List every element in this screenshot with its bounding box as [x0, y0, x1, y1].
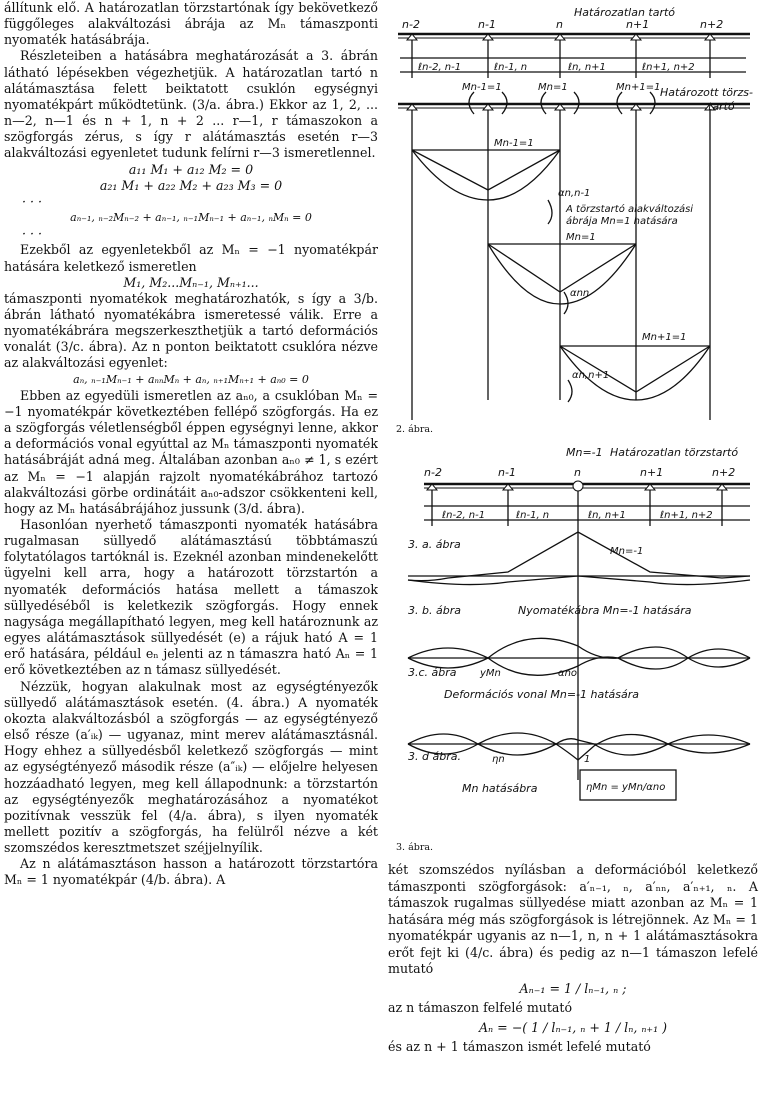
fig2-support-n+2: n+2 — [700, 18, 724, 31]
figure-2-caption: 2. ábra. — [396, 424, 434, 435]
paragraph-5: Ebben az egyedüli ismeretlen az aₙ₀, a csuklóban Mₙ = −1 nyomatékpár következtében fellépő szögforgás. Ha ez a szögforgás véletlenségből éppen egységnyi lenne, akkor a deformációs vonal egyúttal az Mₙ támaszponti nyomaték hatásábráját adná meg. Általában azonban aₙ₀ ≠ 1, s ezért az Mₙ = −1 alapján rajzolt nyomatékábrához tartozó alakváltozási görbe ordinátáit aₙ₀-adszor csökkenteni kell, hogy az Mₙ hatásábrájához jussunk (3/d. ábra). — [4, 387, 378, 516]
right-text — [388, 862, 758, 1056]
fig2-alpha-2: αnn — [570, 288, 590, 299]
right-equation-2: Aₙ = −( 1 / lₙ₋₁, ₙ + 1 / lₙ, ₙ₊₁ ) — [478, 1019, 668, 1035]
equation-4: M₁, M₂...Mₙ₋₁, Mₙ₊₁... — [123, 274, 259, 290]
paragraph-1: állítunk elő. A határozatlan törzstartónak így bekövetkező függőleges alakváltozási ábrája az Mₙ támaszponti nyomaték hatásábrája. — [4, 0, 378, 48]
equation-2: a₂₁ M₁ + a₂₂ M₂ + a₂₃ M₃ = 0 — [99, 177, 283, 193]
fig2-support-n+1: n+1 — [626, 18, 650, 31]
right-paragraph-3: és az n + 1 támaszon ismét lefelé mutató — [388, 1039, 651, 1054]
fig3-support-n-2: n-2 — [424, 466, 442, 479]
fig3-label-d: 3. d ábra. — [408, 750, 461, 763]
fig3-title-b: Nyomatékábra Mn=-1 hatására — [518, 604, 692, 617]
fig3-support-n: n — [574, 466, 581, 479]
fig2-title-top: Határozatlan tartó — [574, 6, 676, 19]
right-equation-1: Aₙ₋₁ = 1 / lₙ₋₁, ₙ ; — [519, 980, 627, 996]
right-paragraph-1: két szomszédos nyílásban a deformációból keletkező támaszponti szögforgások: a′ₙ₋₁, ₙ, a′ₙₙ, a′ₙ₊₁, ₙ. A támaszok rugalmas süllyedése miatt azonban az Mₙ = 1 hatására még más szögforgások is létrejönnek. Az Mₙ = 1 nyomatékpár ugyanis az n—1, n, n + 1 alátámasztásokra erőt fejt ki (4/c. ábra) és pedig az n—1 támaszon lefelé mutató — [388, 862, 758, 976]
fig2-span-1: ℓn-2, n-1 — [418, 62, 462, 73]
fig2-alpha-3: αn,n+1 — [572, 370, 610, 381]
fig3-support-n-1: n-1 — [498, 466, 516, 479]
fig2-note-2: ábrája Mn=1 hatására — [566, 216, 678, 227]
figure-3 — [388, 440, 758, 838]
fig3-support-n+1: n+1 — [640, 466, 664, 479]
paragraph-4: támaszponti nyomatékok meghatározhatók, s így a 3/b. ábrán látható nyomatékábra ismeretessé válik. Erre a nyomatékábrára megszerkeszthetjük a tartó deformációs vonalát (3/c. ábra). Az n ponton beiktatott csuklóra nézve az alakváltozási egyenlet: — [4, 290, 378, 371]
fig2-curve-1: Mn-1=1 — [494, 138, 534, 149]
fig3-title-c: Deformációs vonal Mn=-1 hatására — [444, 688, 640, 701]
fig2-support-n-1: n-1 — [478, 18, 496, 31]
fig2-support-n: n — [556, 18, 563, 31]
fig2-curve-3: Mn+1=1 — [642, 332, 687, 343]
left-column — [4, 0, 378, 1104]
fig2-span-3: ℓn, n+1 — [568, 62, 606, 73]
right-paragraph-2: az n támaszon felfelé mutató — [388, 1000, 573, 1015]
fig3-span-3: ℓn, n+1 — [588, 510, 626, 521]
fig2-note-1: A törzstartó alakváltozási — [566, 204, 694, 215]
right-column — [388, 0, 758, 1104]
figure-3-caption: 3. ábra. — [396, 842, 434, 853]
paragraph-6: Hasonlóan nyerhető támaszponti nyomaték hatásábra rugalmasan süllyedő alátámasztású többtámaszú folytatólagos tartóknál is. Ezeknél azonban mindenekelőtt ügyelni kell arra, hogy a határozott törzstartón a nyomaték deformációs hatása mellett a támaszok süllyedéséből is keletkezik szögforgás. Hogy ennek nagysága megállapítható legyen, meg kell határoznunk az egyes alátámasztások süllyedését (e) a rájuk ható A = 1 erő hatására, például eₙ jelenti az n támaszra ható Aₙ = 1 erő következtében az n támasz süllyedését. — [4, 517, 378, 678]
fig2-title-mid-2: tartó — [708, 100, 735, 113]
fig2-curve-2: Mn=1 — [566, 232, 596, 243]
figure-2 — [388, 0, 758, 420]
fig3-title-2: Határozatlan törzstartó — [610, 446, 739, 459]
fig3-span-1: ℓn-2, n-1 — [442, 510, 486, 521]
fig3-span-2: ℓn-1, n — [516, 510, 550, 521]
fig3-label-a: 3. a. ábra — [408, 538, 461, 551]
fig2-alpha-1: αn,n-1 — [558, 188, 591, 199]
equation-5: aₙ, ₙ₋₁Mₙ₋₁ + aₙₙMₙ + aₙ, ₙ₊₁Mₙ₊₁ + aₙ₀ = 0 — [73, 372, 309, 386]
fig3-support-n+2: n+2 — [712, 466, 736, 479]
fig3-label-d-n: ηn — [492, 754, 505, 765]
fig2-span-4: ℓn+1, n+2 — [642, 62, 695, 73]
equation-1: a₁₁ M₁ + a₁₂ M₂ = 0 — [128, 161, 254, 177]
fig3-label-b: 3. b. ábra — [408, 604, 461, 617]
paragraph-3: Ezekből az egyenletekből az Mₙ = −1 nyomatékpár hatására keletkező ismeretlen — [4, 242, 378, 274]
fig3-label-c-a: αno — [558, 668, 578, 679]
fig3-label-c: 3.c. ábra — [408, 666, 457, 679]
equation-dots-1: · · · — [22, 193, 43, 209]
fig3-mn-label: Mn=-1 — [610, 546, 644, 557]
fig2-span-2: ℓn-1, n — [494, 62, 528, 73]
fig2-moment-3: Mn+1=1 — [616, 82, 661, 93]
fig2-moment-2: Mn=1 — [538, 82, 568, 93]
fig3-title-1: Mn=-1 — [566, 446, 603, 459]
equation-dots-2: · · · — [22, 226, 43, 242]
fig2-title-mid-1: Határozott törzs- — [660, 86, 753, 99]
fig2-support-n-2: n-2 — [402, 18, 420, 31]
equation-3: aₙ₋₁, ₙ₋₂Mₙ₋₂ + aₙ₋₁, ₙ₋₁Mₙ₋₁ + aₙ₋₁, ₙMₙ = 0 — [70, 211, 312, 225]
fig2-moment-1: Mn-1=1 — [462, 82, 502, 93]
fig3-label-c-y: yMn — [480, 668, 501, 679]
fig3-title-d: Mn hatásábra — [462, 782, 538, 795]
paragraph-7: Nézzük, hogyan alakulnak most az egységtényezők süllyedő alátámasztások esetén. (4. ábra.) A nyomaték okozta alakváltozásból a szögforgás — az egységtényező első része (a′ᵢₖ) — ugyanaz, mint merev alátámasztásnál. Hogy ehhez a süllyedésből keletkező szögforgás — mint az egységtényező második része (a″ᵢₖ) — előjelre helyesen hozzáadható legyen, meg kell állapodnunk: a törzstartón az egységtényezők meghatározásához a nyomatékot pozitívnak vesszük fel (4/a. ábra), s ilyen nyomaték mellett pozitív a szögforgás, ha felülről nézve a két szomszédos keresztmetszet széjjelnyílik. — [4, 678, 378, 856]
fig3-label-d-1: 1 — [584, 754, 591, 765]
fig3-formula: ηMn = yMn/αno — [586, 782, 666, 793]
fig3-span-4: ℓn+1, n+2 — [660, 510, 713, 521]
paragraph-2: Részleteiben a hatásábra meghatározását a 3. ábrán látható lépésekben végezhetjük. A határozatlan tartó n alátámasztása felett beiktatott csuklón egységnyi nyomatékpárt működtetünk. (3/a. ábra.) Ekkor az 1, 2, ... n—2, n—1 és n + 1, n + 2 ... r—1, r támaszokon a szögforgás zérus, s így r alátámasztás esetén r—3 alakváltozási egyenletet tudunk felírni r—3 ismeretlennel. — [4, 48, 378, 161]
paragraph-8: Az n alátámasztáson hasson a határozott törzstartóra Mₙ = 1 nyomatékpár (4/b. ábra). A — [4, 856, 378, 888]
